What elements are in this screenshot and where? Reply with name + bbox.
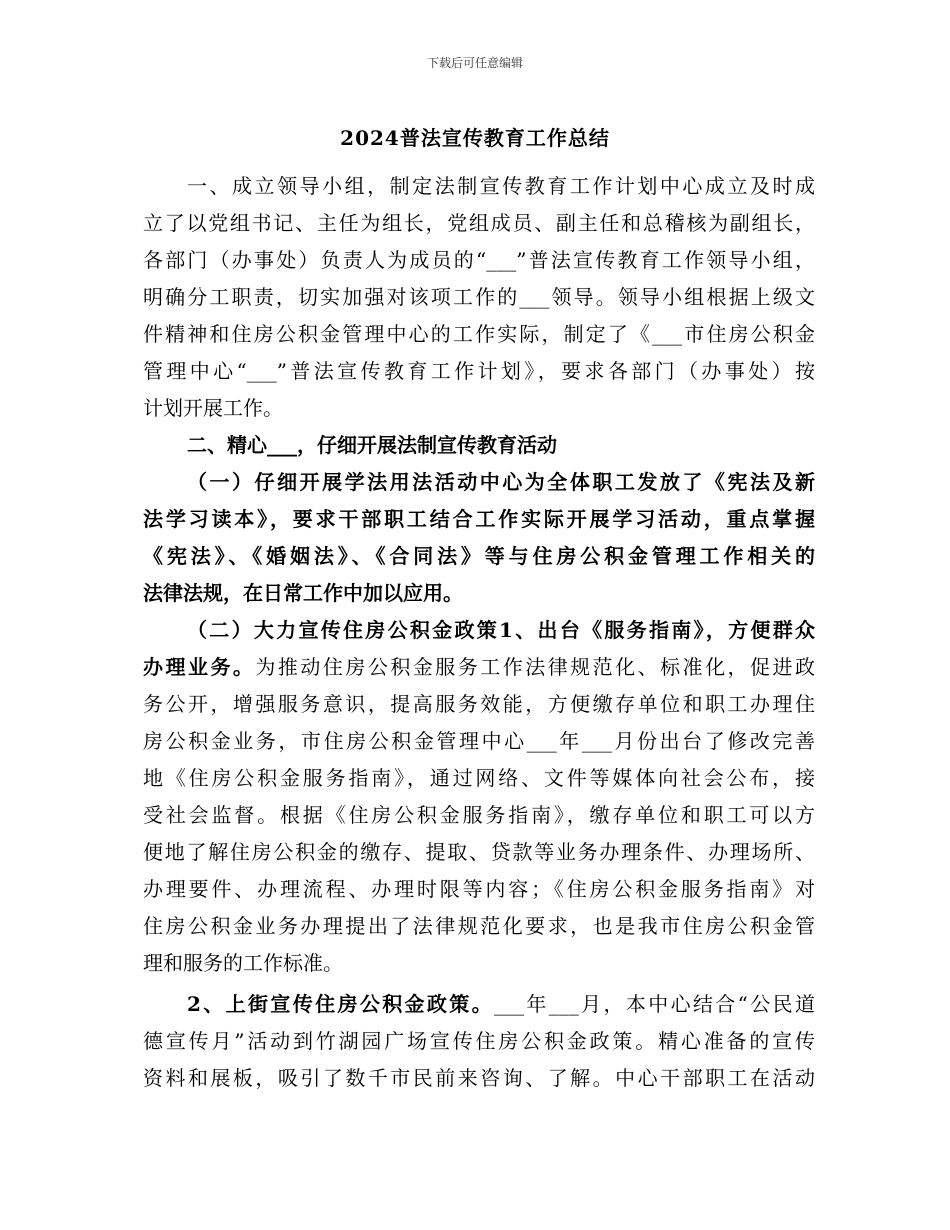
page-header-note: 下载后可任意编辑 — [426, 56, 523, 70]
text-line: 法学习读本》，要求干部职工结合工作实际开展学习活动，重点掌握 — [143, 507, 815, 531]
text-line: 法律法规，在日常工作中加以应用。 — [143, 581, 463, 605]
text-line: 管理中心“___”普法宣传教育工作计划》，要求各部门（办事处）按 — [143, 359, 815, 383]
text-segment: 2、上街宣传住房公积金政策。 — [187, 992, 495, 1016]
text-line: 便地了解住房公积金的缴存、提取、贷款等业务办理条件、办理场所、 — [143, 840, 815, 864]
text-segment: ___年___月，本中心结合“公民道 — [494, 992, 815, 1016]
text-line: （一）仔细开展学法用法活动中心为全体职工发放了《宪法及新 — [187, 470, 815, 494]
text-segment: 办理业务。 — [143, 655, 256, 679]
text-line: 理和服务的工作标准。 — [143, 951, 343, 975]
text-line: 计划开展工作。 — [143, 396, 283, 420]
text-line: 办理要件、办理流程、办理时限等内容；《住房公积金服务指南》对 — [143, 877, 815, 901]
text-line: 地《住房公积金服务指南》，通过网络、文件等媒体向社会公布，接 — [143, 766, 815, 790]
text-line: 资料和展板，吸引了数千市民前来咨询、了解。中心干部职工在活动 — [143, 1066, 815, 1090]
text-line: （二）大力宣传住房公积金政策1、出台《服务指南》，方便群众 — [187, 618, 815, 642]
text-line: 二、精心___，仔细开展法制宣传教育活动 — [187, 433, 557, 457]
text-segment: 为推动住房公积金服务工作法律规范化、标准化，促进政 — [255, 655, 816, 679]
text-line: 德宣传月”活动到竹湖园广场宣传住房公积金政策。精心准备的宣传 — [143, 1029, 815, 1053]
text-line: 件精神和住房公积金管理中心的工作实际，制定了《___市住房公积金 — [143, 322, 815, 346]
text-line: 明确分工职责，切实加强对该项工作的___领导。领导小组根据上级文 — [143, 285, 815, 309]
text-line: 房公积金业务，市住房公积金管理中心___年___月份出台了修改完善 — [143, 729, 815, 753]
document-body — [143, 168, 815, 1097]
document-title: 2024普法宣传教育工作总结 — [340, 126, 610, 150]
text-line: 住房公积金业务办理提出了法律规范化要求，也是我市住房公积金管 — [143, 914, 815, 938]
text-line: 立了以党组书记、主任为组长，党组成员、副主任和总稽核为副组长， — [143, 211, 815, 235]
text-line: 务公开，增强服务意识，提高服务效能，方便缴存单位和职工办理住 — [143, 692, 815, 716]
text-line: 受社会监督。根据《住房公积金服务指南》，缴存单位和职工可以方 — [143, 803, 815, 827]
text-line: 各部门（办事处）负责人为成员的“___”普法宣传教育工作领导小组， — [143, 248, 815, 272]
text-line: 一、成立领导小组，制定法制宣传教育工作计划中心成立及时成 — [187, 174, 815, 198]
text-line: 《宪法》、《婚姻法》、《合同法》等与住房公积金管理工作相关的 — [143, 544, 815, 568]
text-line — [143, 986, 815, 1023]
text-line — [143, 649, 815, 686]
